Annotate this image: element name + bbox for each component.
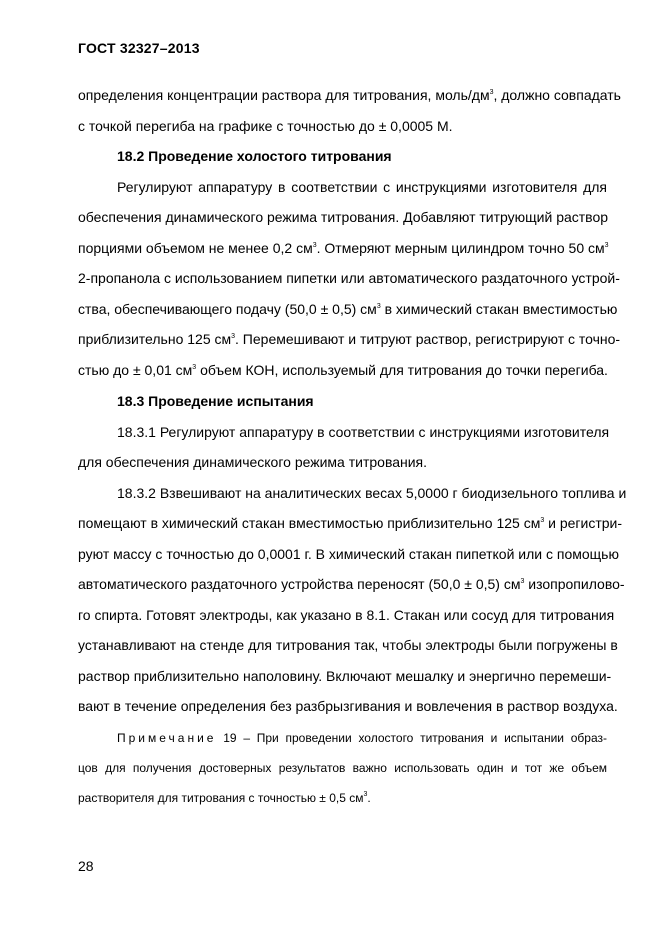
section-heading-18-3: 18.3 Проведение испытания	[117, 393, 314, 409]
text-line: порциями объемом не менее 0,2 $см^3$. Отмеряют мерным цилиндром точно 50 $см^3$	[78, 240, 609, 256]
text-line: помещают в химический стакан вместимостью приблизительно 125 $см^3$ и регистри-	[78, 515, 623, 531]
note-line: Примечание 19 – При проведении холостого титрования и испытании образ-	[117, 731, 607, 745]
page-number: 28	[78, 858, 94, 874]
text-line: определения концентрации раствора для титрования, моль/$дм^3$, должно совпадать	[78, 87, 621, 103]
text-line: вают в течение определения без разбрызгивания и вовлечения в раствор воздуха.	[78, 698, 618, 714]
text-line: го спирта. Готовят электроды, как указано в 8.1. Стакан или сосуд для титрования	[78, 607, 615, 623]
text-line: 18.3.1 Регулируют аппаратуру в соответствии с инструкциями изготовителя	[117, 424, 610, 440]
text-line: раствор приблизительно наполовину. Включают мешалку и энергично перемеши-	[78, 668, 612, 684]
document-header: ГОСТ 32327–2013	[78, 40, 200, 56]
note-line: растворителя для титрования с точностью ± 0,5 $см^3$.	[78, 791, 371, 805]
text-line: ства, обеспечивающего подачу (50,0 ± 0,5) $см^3$ в химический стакан вместимостью	[78, 301, 618, 317]
text-line: 18.3.2 Взвешивают на аналитических весах 5,0000 г биодизельного топлива и	[117, 485, 627, 501]
note-line: цов для получения достоверных результатов важно использовать один и тот же объем	[78, 761, 607, 775]
text-line: приблизительно 125 $см^3$. Перемешивают и титруют раствор, регистрируют с точно-	[78, 331, 621, 347]
text-line: автоматического раздаточного устройства переносят (50,0 ± 0,5) $см^3$ изопропилово-	[78, 576, 625, 592]
note-label: Примечание	[117, 731, 217, 745]
text-line: с точкой перегиба на графике с точностью до ± 0,0005 М.	[78, 118, 453, 134]
text-line: для обеспечения динамического режима титрования.	[78, 454, 428, 470]
text-line: Регулируют аппаратуру в соответствии с инструкциями изготовителя для	[117, 179, 607, 195]
text-line: 2-пропанола с использованием пипетки или автоматического раздаточного устрой-	[78, 270, 620, 286]
section-heading-18-2: 18.2 Проведение холостого титрования	[117, 148, 392, 164]
text-line: устанавливают на стенде для титрования так, чтобы электроды были погружены в	[78, 637, 618, 653]
text-line: стью до ± 0,01 $см^3$ объем КОН, используемый для титрования до точки перегиба.	[78, 362, 608, 378]
text-line: руют массу с точностью до 0,0001 г. В химический стакан пипеткой или с помощью	[78, 546, 619, 562]
text-line: обеспечения динамического режима титрования. Добавляют титрующий раствор	[78, 209, 609, 225]
